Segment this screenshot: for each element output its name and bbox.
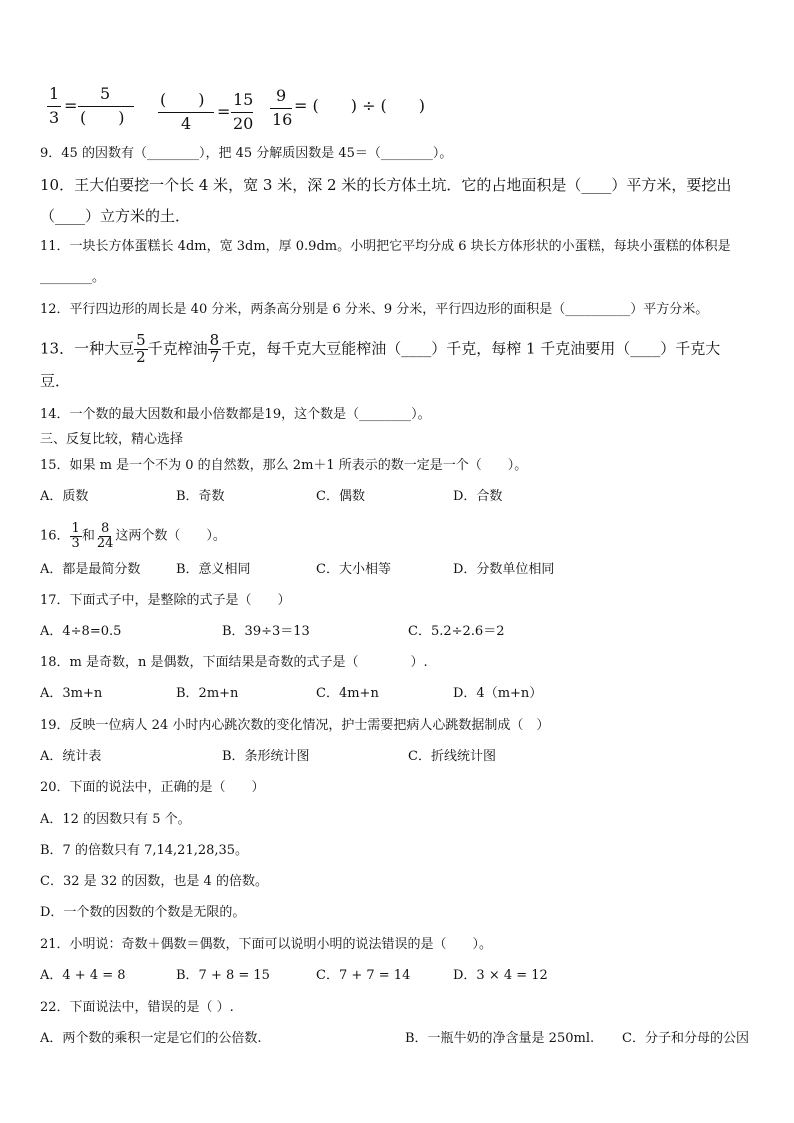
frac3-denominator: 16 (272, 110, 293, 129)
option-a[interactable]: A．都是最简分数 (40, 562, 141, 577)
option-c[interactable]: C．4m+n (316, 686, 379, 701)
frac1b-bar (78, 106, 134, 107)
frac2-bar (158, 112, 214, 113)
question-10-line1: 10．王大伯要挖一个长 4 米，宽 3 米，深 2 米的长方体土坑．它的占地面积是（____）平方米，要挖出 (40, 176, 732, 194)
frac1-denominator: 3 (49, 108, 60, 127)
fraction-8-over-24: $\frac{8}{24}$ (96, 521, 114, 551)
frac2b-numerator: 15 (233, 90, 254, 109)
option-d[interactable]: D．一个数的因数的个数是无限的。 (40, 905, 246, 920)
option-b[interactable]: B．2m+n (176, 686, 239, 701)
option-d[interactable]: D．4（m+n） (453, 686, 543, 701)
question-21: 21．小明说：奇数＋偶数＝偶数，下面可以说明小明的说法错误的是（ ）。 (40, 937, 493, 952)
section-heading-choice: 三、反复比较，精心选择 (40, 432, 184, 447)
fraction-5-over-2: $\frac{5}{2}$ (136, 331, 146, 366)
frac3-numerator: 9 (276, 86, 287, 105)
question-19: 19．反映一位病人 24 小时内心跳次数的变化情况，护士需要把病人心跳数据制成（ ） (40, 718, 550, 733)
equals-sign: = (64, 96, 78, 115)
option-b[interactable]: B．7 + 8 = 15 (176, 968, 270, 983)
option-b[interactable]: B．39÷3＝13 (222, 624, 310, 639)
question-15: 15．如果 m 是一个不为 0 的自然数，那么 2m＋1 所表示的数一定是一个（ ）。 (40, 458, 528, 473)
option-c[interactable]: C．分子和分母的公因 (622, 1031, 749, 1046)
question-11-line2: ________。 (40, 270, 106, 285)
question-18: 18．m 是奇数，n 是偶数，下面结果是奇数的式子是（ ）. (40, 655, 428, 670)
option-c[interactable]: C．7 + 7 = 14 (316, 968, 411, 983)
question-12: 12．平行四边形的周长是 40 分米，两条高分别是 6 分米、9 分米，平行四边形的面积是（__________）平方分米。 (40, 302, 709, 317)
frac3-division: = ( ) ÷ ( ) (294, 96, 426, 115)
option-a[interactable]: A．质数 (40, 489, 89, 504)
equals-sign: = (217, 102, 231, 121)
question-20: 20．下面的说法中，正确的是（ ） (40, 780, 265, 795)
question-13-line2: 豆． (40, 372, 71, 390)
option-b[interactable]: B．7 的倍数只有 7,14,21,28,35。 (40, 843, 249, 858)
fraction-8-over-7: $\frac{8}{7}$ (209, 331, 220, 366)
option-c[interactable]: C．折线统计图 (408, 749, 496, 764)
q13-mid: 千克榨油 (147, 339, 208, 358)
option-b[interactable]: B．奇数 (176, 489, 225, 504)
frac1b-numerator: 5 (100, 84, 111, 103)
frac2-denominator: 4 (181, 114, 192, 133)
frac1-numerator: 1 (49, 84, 60, 103)
frac2b-bar (231, 112, 253, 113)
option-a[interactable]: A．两个数的乘积一定是它们的公倍数. (40, 1031, 262, 1046)
option-a[interactable]: A．4 + 4 = 8 (40, 968, 126, 983)
question-11-line1: 11．一块长方体蛋糕长 4dm，宽 3dm，厚 0.9dm。小明把它平均分成 6 块长方体形状的小蛋糕，每块小蛋糕的体积是 (40, 239, 731, 254)
option-d[interactable]: D．分数单位相同 (453, 562, 555, 577)
frac1b-denominator: ( ) (80, 108, 125, 127)
q13-prefix: 13．一种大豆 (40, 339, 135, 358)
option-b[interactable]: B．意义相同 (176, 562, 251, 577)
option-b[interactable]: B．一瓶牛奶的净含量是 250ml. (405, 1031, 595, 1046)
q16-prefix: 16． (40, 528, 70, 544)
option-a[interactable]: A．统计表 (40, 749, 102, 764)
option-c[interactable]: C．32 是 32 的因数，也是 4 的倍数。 (40, 874, 268, 889)
question-10-line2: （____）立方米的土． (40, 207, 191, 225)
option-c[interactable]: C．5.2÷2.6＝2 (408, 624, 505, 639)
frac1-bar (47, 106, 61, 107)
option-c[interactable]: C．偶数 (316, 489, 365, 504)
option-a[interactable]: A．3m+n (40, 686, 103, 701)
frac2-numerator: ( ) (160, 90, 205, 109)
q16-mid: 和 (81, 528, 95, 544)
question-13-line1 (40, 333, 720, 366)
fraction-1-over-3: $\frac{1}{3}$ (71, 521, 80, 551)
option-a[interactable]: A．12 的因数只有 5 个。 (40, 812, 191, 827)
frac3-bar (270, 108, 292, 109)
question-14: 14．一个数的最大因数和最小倍数都是19，这个数是（________）。 (40, 407, 431, 422)
q13-suffix: 千克，每千克大豆能榨油（____）千克，每榨 1 千克油要用（____）千克大 (221, 339, 721, 358)
question-22: 22．下面说法中，错误的是（ ）. (40, 1000, 234, 1015)
question-17: 17．下面式子中，是整除的式子是（ ） (40, 593, 291, 608)
option-d[interactable]: D．合数 (453, 489, 503, 504)
question-9: 9．45 的因数有（________），把 45 分解质因数是 45＝（________）。 (40, 146, 453, 161)
option-a[interactable]: A．4÷8=0.5 (40, 624, 122, 639)
question-16 (40, 522, 226, 550)
option-b[interactable]: B．条形统计图 (222, 749, 310, 764)
q16-suffix: 这两个数（ ）。 (115, 528, 226, 544)
option-d[interactable]: D．3 × 4 = 12 (453, 968, 548, 983)
option-c[interactable]: C．大小相等 (316, 562, 391, 577)
frac2b-denominator: 20 (233, 114, 254, 133)
